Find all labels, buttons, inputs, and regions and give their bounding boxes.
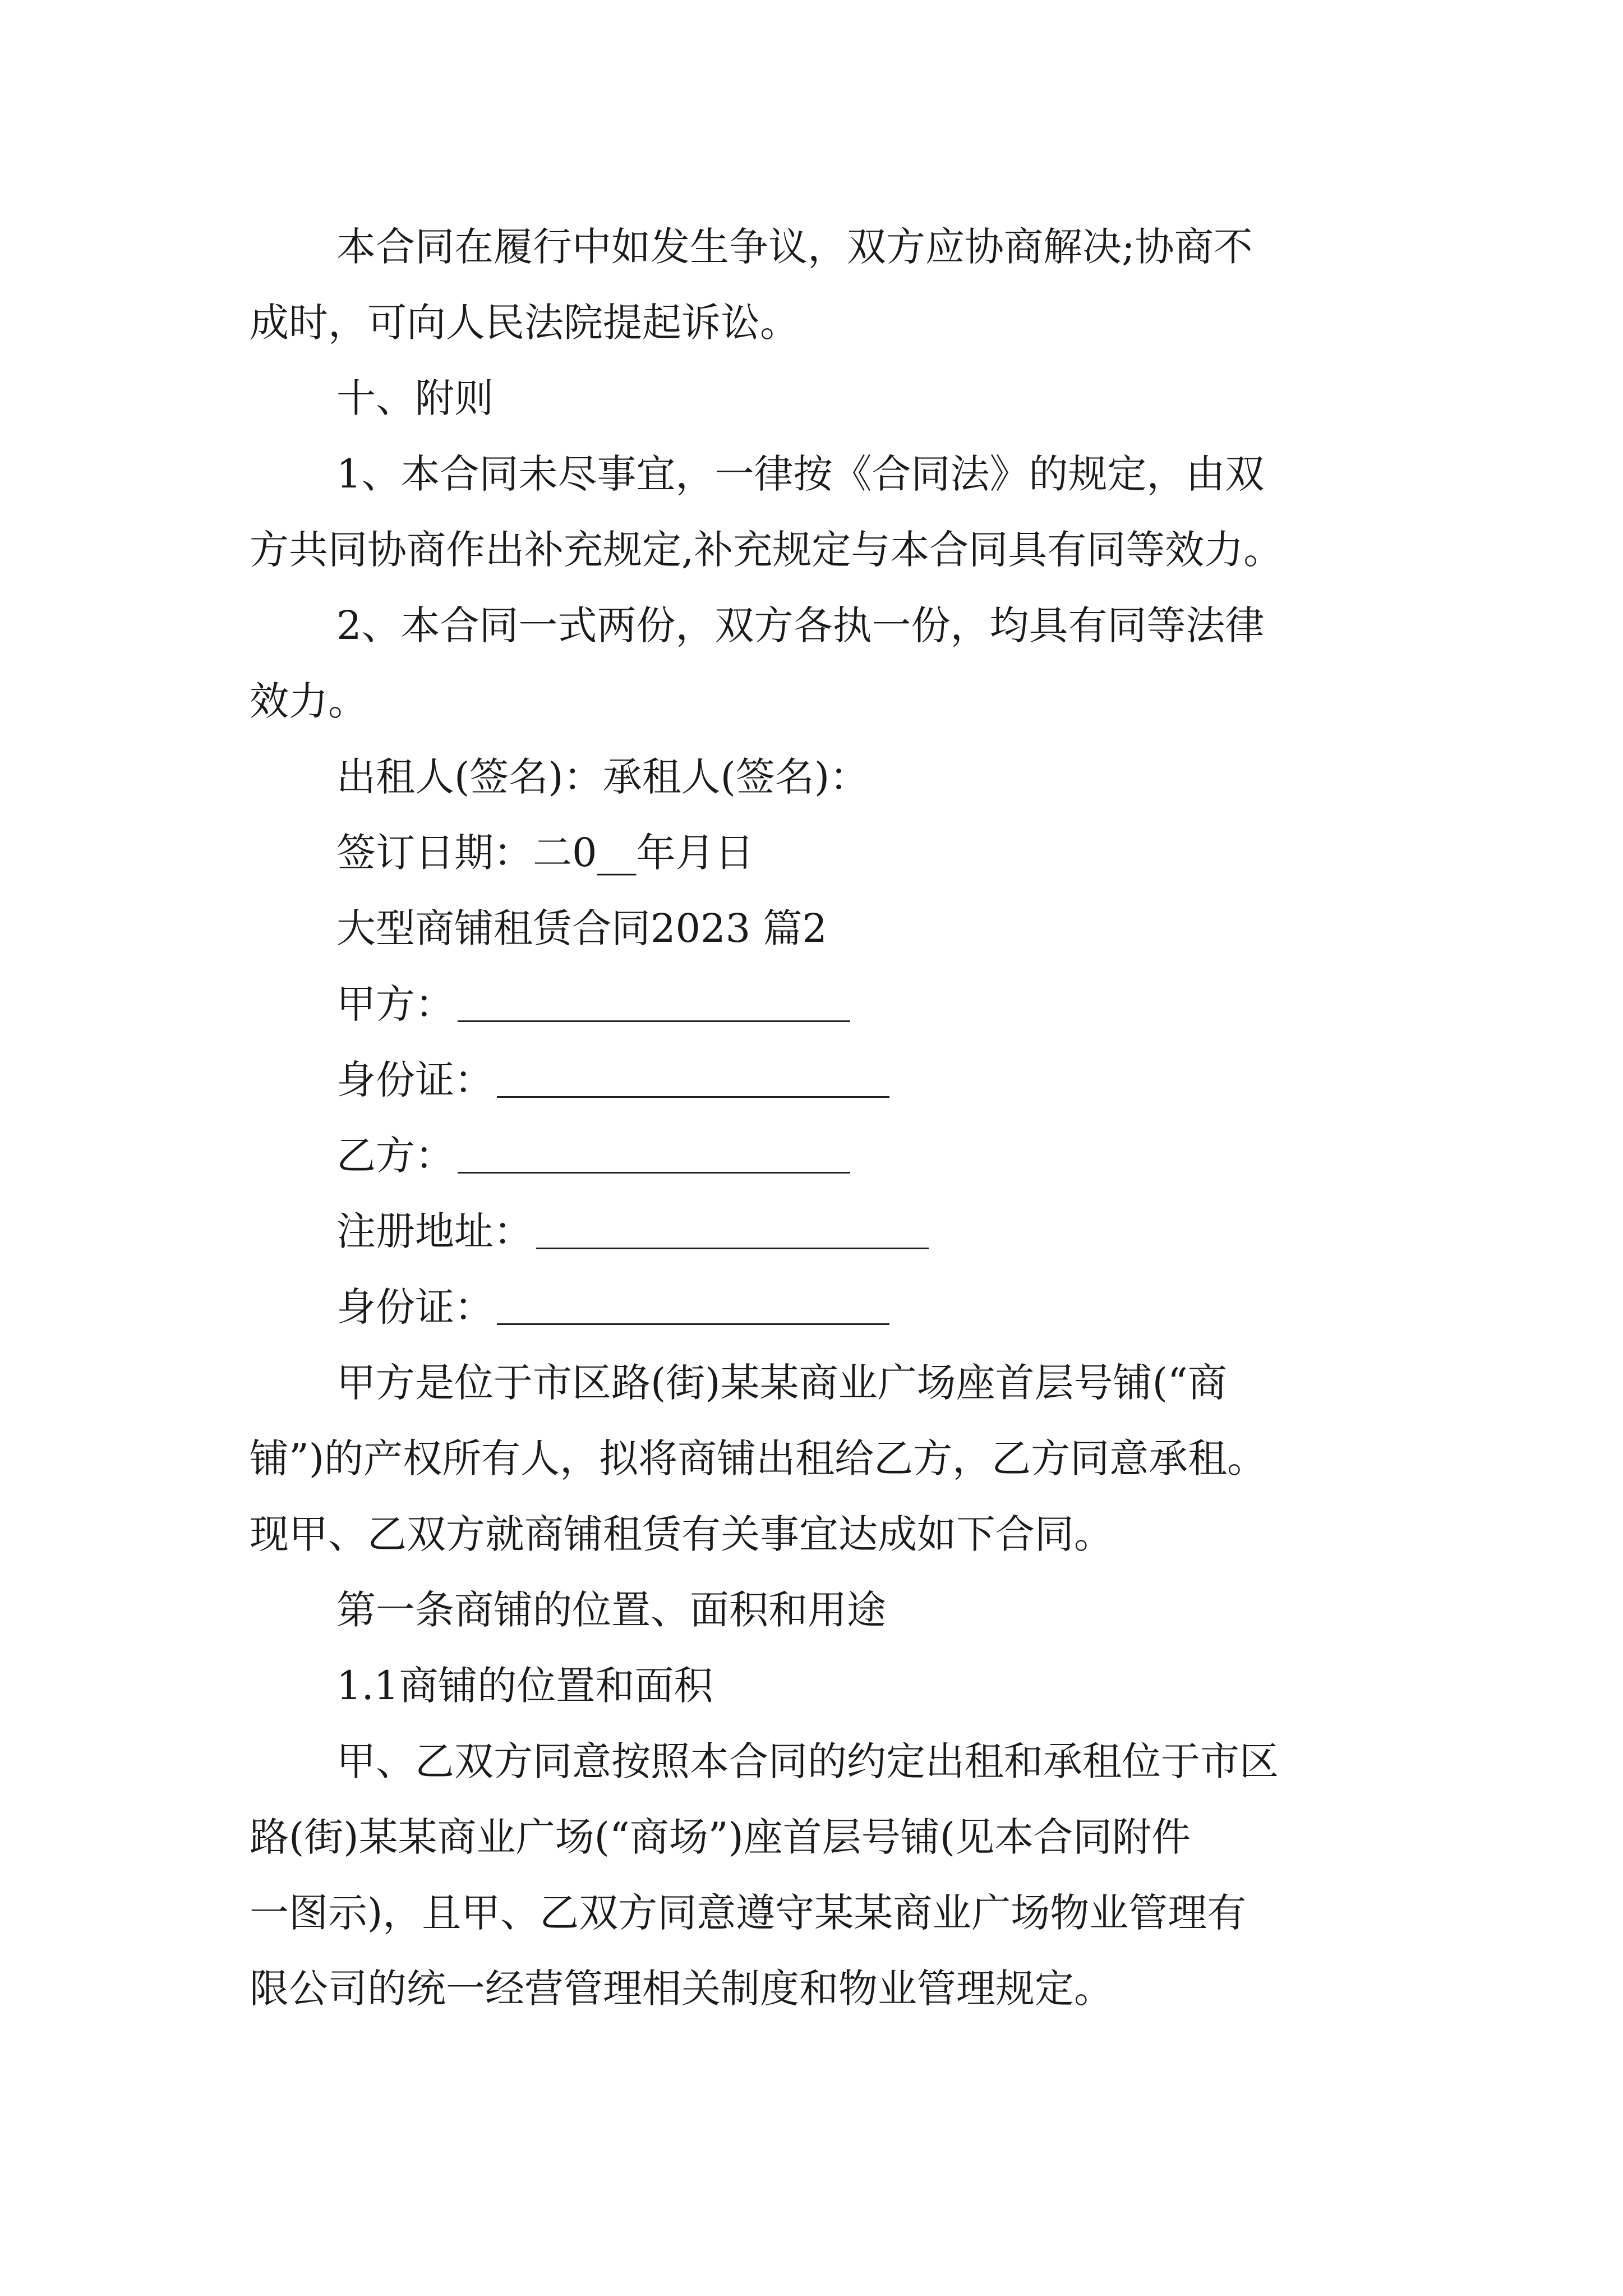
party-a-label: 甲方： <box>336 981 454 1027</box>
party-b-field <box>336 1133 850 1179</box>
article-heading: 第一条商铺的位置、面积和用途 <box>336 1587 886 1633</box>
paragraph-line: 效力。 <box>250 678 367 724</box>
signing-date-line: 签订日期：二0__年月日 <box>336 830 754 876</box>
paragraph-line: 本合同在履行中如发生争议，双方应协商解决;协商不 <box>336 224 1253 270</box>
signature-line: 出租人(签名)：承租人(签名)： <box>336 754 869 800</box>
party-a-id-field <box>336 1057 889 1103</box>
clause-heading: 1.1商铺的位置和面积 <box>336 1663 713 1709</box>
party-a-field <box>336 981 850 1027</box>
paragraph-line: 一图示)，且甲、乙双方同意遵守某某商业广场物业管理有 <box>250 1890 1247 1936</box>
party-b-id-blank <box>497 1323 889 1325</box>
party-a-id-label: 身份证： <box>336 1057 494 1103</box>
paragraph-line: 方共同协商作出补充规定,补充规定与本合同具有同等效力。 <box>250 527 1283 573</box>
paragraph-line: 现甲、乙双方就商铺租赁有关事宜达成如下合同。 <box>250 1511 1113 1557</box>
party-b-id-label: 身份证： <box>336 1284 494 1330</box>
paragraph-line: 路(街)某某商业广场(“商场”)座首层号铺(见本合同附件 <box>250 1814 1191 1860</box>
party-a-id-blank <box>497 1096 889 1098</box>
party-a-blank <box>458 1020 850 1022</box>
section-heading: 十、附则 <box>336 375 494 421</box>
party-b-id-field <box>336 1284 889 1330</box>
paragraph-line: 铺”)的产权所有人，拟将商铺出租给乙方，乙方同意承租。 <box>250 1435 1267 1481</box>
registered-address-field <box>336 1208 929 1254</box>
paragraph-line: 甲方是位于市区路(街)某某商业广场座首层号铺(“商 <box>336 1360 1227 1406</box>
paragraph-line: 限公司的统一经营管理相关制度和物业管理规定。 <box>250 1966 1113 2012</box>
party-b-blank <box>458 1171 850 1174</box>
registered-address-blank <box>536 1247 929 1249</box>
paragraph-line: 甲、乙双方同意按照本合同的约定出租和承租位于市区 <box>336 1738 1279 1784</box>
paragraph-line: 2、本合同一式两份，双方各执一份，均具有同等法律 <box>336 602 1265 648</box>
paragraph-line: 成时，可向人民法院提起诉讼。 <box>250 300 799 346</box>
party-b-label: 乙方： <box>336 1133 454 1179</box>
paragraph-line: 1、本合同未尽事宜，一律按《合同法》的规定，由双 <box>336 451 1265 497</box>
registered-address-label: 注册地址： <box>336 1208 533 1254</box>
contract-title: 大型商铺租赁合同2023 篇2 <box>336 905 827 951</box>
